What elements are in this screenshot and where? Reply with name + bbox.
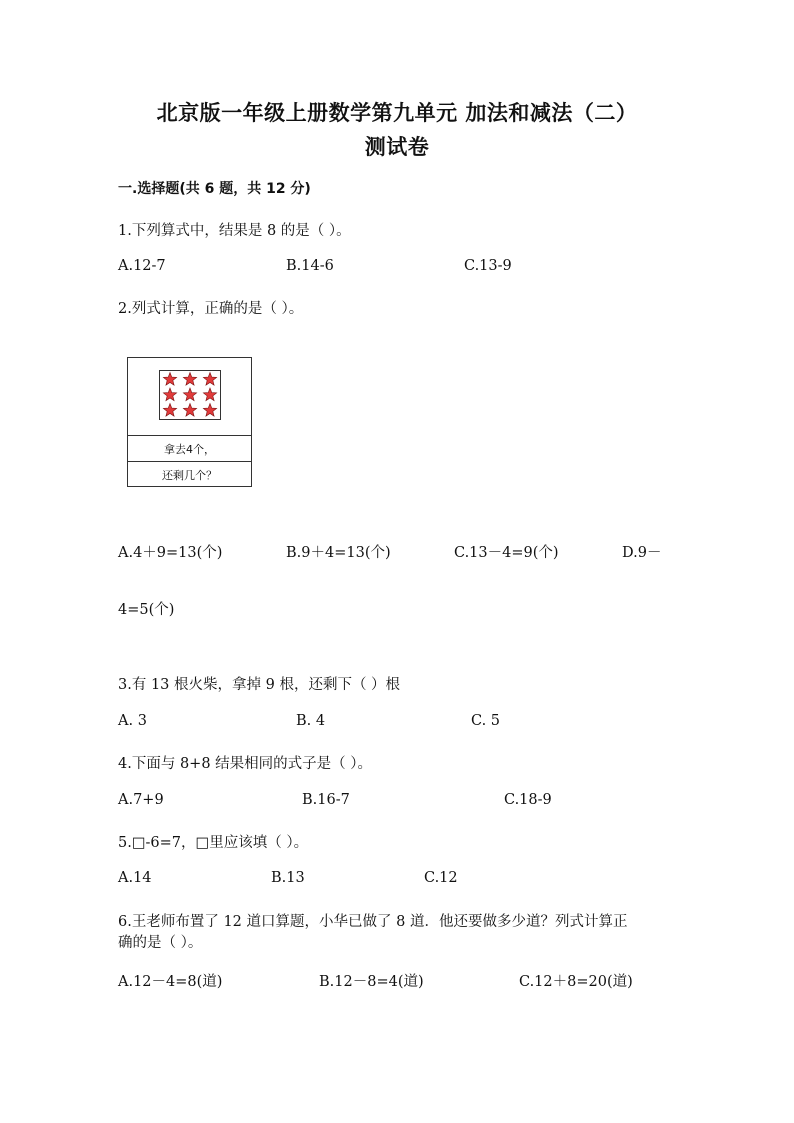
question-1: 1.下列算式中，结果是 8 的是（ ）。 — [118, 223, 351, 239]
stars-grid — [159, 370, 221, 420]
q2-option-a: A.4＋9=13(个) — [118, 545, 223, 561]
star-icon — [163, 388, 176, 401]
star-icon — [163, 373, 176, 386]
q3-option-a: A. 3 — [118, 713, 147, 729]
star-icon — [163, 404, 176, 417]
q4-option-a: A.7+9 — [118, 792, 164, 808]
question-6-line-2: 确的是（ ）。 — [118, 935, 203, 951]
question-2: 2.列式计算，正确的是（ ）。 — [118, 301, 304, 317]
question-4: 4.下面与 8+8 结果相同的式子是（ ）。 — [118, 756, 373, 772]
figure-row-1: 拿去4个， — [128, 436, 251, 462]
title-line-1: 北京版一年级上册数学第九单元 加法和减法（二） — [156, 100, 638, 125]
star-icon — [203, 404, 216, 417]
q4-option-b: B.16-7 — [302, 792, 350, 808]
question-5: 5.□-6=7，□里应该填（ ）。 — [118, 835, 309, 851]
figure-row-2: 还剩几个？ — [162, 469, 217, 482]
q2-option-c: C.13－4=9(个) — [454, 545, 559, 561]
section-heading: 一.选择题(共 6 题，共 12 分) — [118, 181, 311, 197]
q1-option-a: A.12-7 — [118, 258, 166, 274]
star-icon — [203, 373, 216, 386]
q6-option-c: C.12＋8=20(道) — [519, 974, 633, 990]
title-line-2: 测试卷 — [364, 134, 430, 159]
q6-option-a: A.12－4=8(道) — [118, 974, 223, 990]
star-icon — [183, 373, 196, 386]
q2-option-b: B.9＋4=13(个) — [286, 545, 391, 561]
star-icon — [203, 388, 216, 401]
figure-image-area — [128, 358, 251, 436]
star-icon — [183, 404, 196, 417]
q5-option-b: B.13 — [271, 870, 305, 886]
q3-option-b: B. 4 — [296, 713, 326, 729]
q2-option-d-continued: 4=5(个) — [118, 602, 175, 618]
q2-option-d: D.9－ — [622, 545, 662, 561]
stars-icon — [160, 371, 220, 419]
question-2-figure — [127, 357, 252, 487]
question-6-line-1: 6.王老师布置了 12 道口算题，小华已做了 8 道．他还要做多少道？列式计算正 — [118, 914, 628, 930]
q1-option-b: B.14-6 — [286, 258, 334, 274]
q4-option-c: C.18-9 — [504, 792, 552, 808]
q1-option-c: C.13-9 — [464, 258, 512, 274]
q5-option-a: A.14 — [118, 870, 152, 886]
q5-option-c: C.12 — [424, 870, 458, 886]
q6-option-b: B.12－8=4(道) — [319, 974, 424, 990]
star-icon — [183, 388, 196, 401]
q3-option-c: C. 5 — [471, 713, 501, 729]
question-3: 3.有 13 根火柴，拿掉 9 根，还剩下（ ）根 — [118, 677, 401, 693]
